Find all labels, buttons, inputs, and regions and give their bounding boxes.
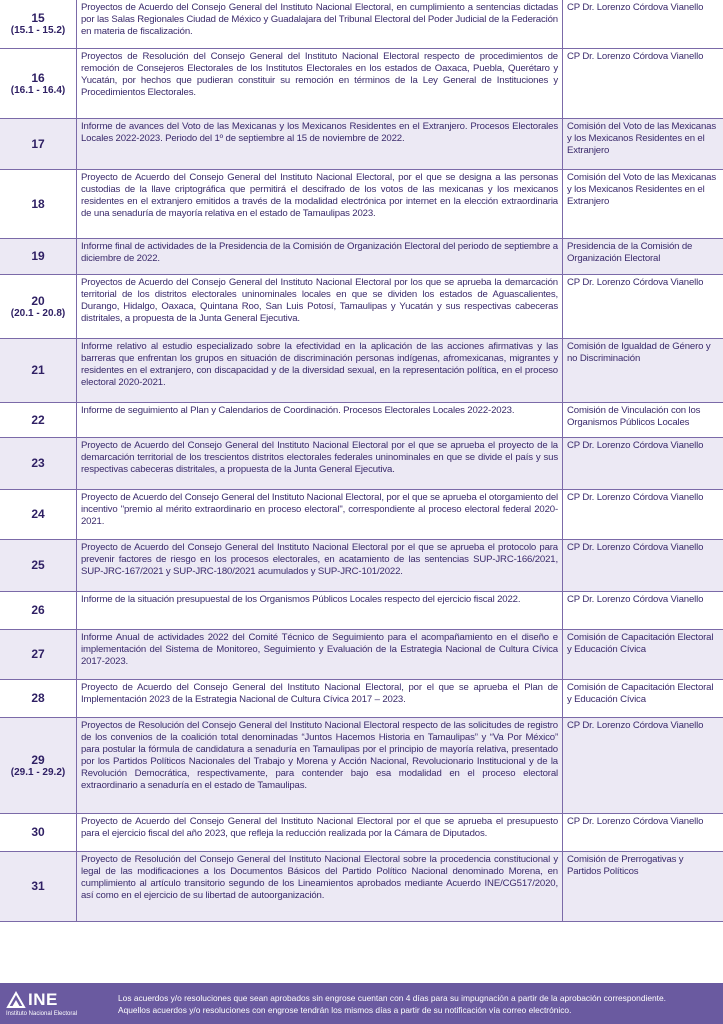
item-responsible: CP Dr. Lorenzo Córdova Vianello <box>567 277 704 288</box>
footer-note: Aquellos acuerdos y/o resoluciones con engrose tendrán los mismos días a partir de su notificación vía correo electrónico. <box>118 1004 572 1015</box>
item-number-main: 21 <box>31 363 45 377</box>
table-row <box>0 718 723 814</box>
item-description: Proyecto de Acuerdo del Consejo General del Instituto Nacional Electoral por el que se aprueba el presupuesto para el ejercicio fiscal del año 2023, que refleja la reducción realizada por la Cámara de Diputados. <box>77 814 563 851</box>
item-responsible: Comisión de Igualdad de Género y no Discriminación <box>567 341 711 365</box>
item-description: Informe de seguimiento al Plan y Calendarios de Coordinación. Procesos Electorales Locales 2022-2023. <box>77 403 563 437</box>
item-number-main: 20 <box>31 293 45 308</box>
table-row <box>0 339 723 403</box>
item-number-main: 19 <box>31 249 45 263</box>
item-number-main: 27 <box>31 647 45 661</box>
item-responsible: CP Dr. Lorenzo Córdova Vianello <box>567 720 704 731</box>
item-number <box>0 49 77 118</box>
ine-logo <box>0 983 106 1024</box>
table-row <box>0 438 723 490</box>
item-responsible: Comisión del Voto de las Mexicanas y los Mexicanos Residentes en el Extranjero <box>567 121 717 157</box>
item-description: Proyecto de Acuerdo del Consejo General del Instituto Nacional Electoral por el que se aprueba el proyecto de la demarcación territorial de los trescientos distritos electorales federales uninominales en que se divide el país y sus respectivas cabeceras distritales, a propuesta de la Junta General Ejecutiva. <box>77 438 563 489</box>
item-description: Proyecto de Acuerdo del Consejo General del Instituto Nacional Electoral, por el que se designa a las personas custodias de la llave criptográfica que permitirá el descifrado de los votos de las mexicanas y los mexicanos residentes en el extranjero emitidos a través de la modalidad electrónica por internet en la elección extraordinaria de una senaduría de mayoría relativa en el estado de Tamaulipas 2023. <box>77 170 563 238</box>
item-responsible: Comisión de Vinculación con los Organismos Públicos Locales <box>567 405 701 429</box>
logo-subtitle: Instituto Nacional Electoral <box>6 1011 78 1017</box>
table-row <box>0 814 723 852</box>
item-number <box>0 239 77 274</box>
item-responsible: CP Dr. Lorenzo Córdova Vianello <box>567 542 704 553</box>
item-number <box>0 0 77 48</box>
table-row <box>0 592 723 630</box>
item-responsible: CP Dr. Lorenzo Córdova Vianello <box>567 816 704 827</box>
item-number <box>0 852 77 921</box>
item-number <box>0 680 77 717</box>
item-number <box>0 119 77 169</box>
item-description: Proyecto de Resolución del Consejo General del Instituto Nacional Electoral sobre la procedencia constitucional y legal de las modificaciones a los Documentos Básicos del Partido Político Nacional denominado Morena, en cumplimiento al artículo transitorio segundo de los Lineamientos aprobados mediante Acuerdo INE/CG517/2020, así como en el ejercicio de su libertad de autoorganización. <box>77 852 563 921</box>
item-description: Informe de avances del Voto de las Mexicanas y los Mexicanos Residentes en el Extranjero. Procesos Electorales Locales 2022-2023. Periodo del 1º de septiembre al 15 de noviembre de 2022. <box>77 119 563 169</box>
table-row <box>0 170 723 239</box>
item-responsible: CP Dr. Lorenzo Córdova Vianello <box>567 594 704 605</box>
item-number-main: 24 <box>31 507 45 521</box>
item-responsible: CP Dr. Lorenzo Córdova Vianello <box>567 440 704 451</box>
table-row <box>0 403 723 438</box>
item-number-main: 28 <box>31 691 45 705</box>
item-description: Informe relativo al estudio especializado sobre la efectividad en la aplicación de las acciones afirmativas y las barreras que enfrentan los grupos en situación de discriminación personas indígenas, afromexicanas, migrantes y residentes en el extranjero, con discapacidad y de la diversidad sexual, en la representación política, en el proceso electoral 2020-2021. <box>77 339 563 402</box>
item-description: Informe final de actividades de la Presidencia de la Comisión de Organización Electoral del periodo de septiembre a diciembre de 2022. <box>77 239 563 274</box>
item-description: Proyecto de Acuerdo del Consejo General del Instituto Nacional Electoral, por el que se aprueba el Plan de Implementación 2023 de la Estrategia Nacional de Cultura Cívica 2017 – 2023. <box>77 680 563 717</box>
item-responsible: Comisión de Capacitación Electoral y Educación Cívica <box>567 682 714 706</box>
ine-emblem-icon <box>6 991 26 1009</box>
table-row <box>0 630 723 680</box>
table-row <box>0 490 723 540</box>
item-responsible: CP Dr. Lorenzo Córdova Vianello <box>567 2 704 13</box>
item-number-main: 17 <box>31 136 45 151</box>
item-responsible: Comisión de Prerrogativas y Partidos Políticos <box>567 854 684 878</box>
item-number <box>0 339 77 402</box>
footer-bar <box>0 983 723 1024</box>
item-number-main: 26 <box>31 603 45 617</box>
footer-note: Los acuerdos y/o resoluciones que sean aprobados sin engrose cuentan con 4 días para su impugnación a partir de la aprobación correspondiente. <box>118 992 666 1003</box>
table-row <box>0 49 723 119</box>
item-number-main: 31 <box>31 879 45 893</box>
item-description: Proyectos de Resolución del Consejo General del Instituto Nacional Electoral respecto de las solicitudes de registro de los convenios de la coalición total denominadas “Juntos Hacemos Historia en Tamaulipas” y “Va Por México” para postular la fórmula de candidatura a senaduría en Tamaulipas por el principio de mayoría relativa, presentado por los Partidos Políticos Nacionales del Trabajo y Morena y Acción Nacional, Revolucionario Institucional y de la Revolución Democrática, respectivamente, para contender bajo esa modalidad en el proceso electoral extraordinario a senaduría en el estado de Tamaulipas. <box>77 718 563 813</box>
item-number-range: (15.1 - 15.2) <box>10 25 66 36</box>
table-row <box>0 540 723 592</box>
item-number <box>0 630 77 679</box>
item-responsible: Presidencia de la Comisión de Organización Electoral <box>567 241 693 265</box>
item-number <box>0 490 77 539</box>
item-number-main: 15 <box>31 11 45 25</box>
item-number-range: (20.1 - 20.8) <box>10 307 66 319</box>
logo-text: INE <box>28 990 58 1009</box>
footer-notes <box>106 992 666 1016</box>
item-number <box>0 814 77 851</box>
item-description: Proyecto de Acuerdo del Consejo General del Instituto Nacional Electoral por el que se aprueba el protocolo para prevenir factores de riesgo en los procesos electorales, en acatamiento de las sentencias SUP-JRC-166/2021, SUP-JRC-167/2021 y SUP-JRC-180/2021 acumulados y SUP-JRC-101/2022. <box>77 540 563 591</box>
item-responsible: Comisión del Voto de las Mexicanas y los Mexicanos Residentes en el Extranjero <box>567 172 717 208</box>
item-description: Proyectos de Resolución del Consejo General del Instituto Nacional Electoral respecto de procedimientos de remoción de Consejeros Electorales de los Institutos Electorales en los estados de Oaxaca, Puebla, Querétaro y Yucatán, por hechos que pudieran constituir su remoción en términos de la Ley General de Instituciones y Procedimientos Electorales. <box>77 49 563 118</box>
item-description: Proyecto de Acuerdo del Consejo General del Instituto Nacional Electoral, por el que se aprueba el otorgamiento del incentivo "premio al mérito extraordinario en proceso electoral", correspondiente al proceso electoral federal 2020-2021. <box>77 490 563 539</box>
item-responsible: CP Dr. Lorenzo Córdova Vianello <box>567 51 704 62</box>
item-number <box>0 438 77 489</box>
item-number <box>0 718 77 813</box>
item-responsible: Comisión de Capacitación Electoral y Educación Cívica <box>567 632 714 656</box>
item-number <box>0 275 77 338</box>
item-number <box>0 592 77 629</box>
item-number <box>0 403 77 437</box>
item-number <box>0 170 77 238</box>
item-responsible: CP Dr. Lorenzo Córdova Vianello <box>567 492 704 503</box>
item-description: Informe de la situación presupuestal de los Organismos Públicos Locales respecto del ejercicio fiscal 2022. <box>77 592 563 629</box>
item-description: Informe Anual de actividades 2022 del Comité Técnico de Seguimiento para el acompañamiento en el diseño e implementación del Sistema de Monitoreo, Seguimiento y Evaluación de la Estrategia Nacional de Cultura Cívica 2017-2023. <box>77 630 563 679</box>
table-row <box>0 239 723 275</box>
item-number-main: 25 <box>31 558 45 572</box>
table-row <box>0 275 723 339</box>
item-number-main: 18 <box>31 196 45 211</box>
item-number-range: (16.1 - 16.4) <box>10 84 66 96</box>
item-number-main: 29 <box>31 752 45 767</box>
table-row <box>0 0 723 49</box>
item-number-main: 16 <box>31 70 45 85</box>
item-number <box>0 540 77 591</box>
item-description: Proyectos de Acuerdo del Consejo General del Instituto Nacional Electoral, en cumplimiento a sentencias dictadas por las Salas Regionales Ciudad de México y Guadalajara del Tribunal Electoral del Poder Judicial de la Federación en materia de fiscalización. <box>77 0 563 48</box>
table-row <box>0 852 723 922</box>
item-description: Proyectos de Acuerdo del Consejo General del Instituto Nacional Electoral por los que se aprueba la demarcación territorial de los distritos electorales uninominales locales en que se dividen los estados de Aguascalientes, Durango, Hidalgo, Oaxaca, Quintana Roo, San Luis Potosí, Tamaulipas y Yucatán y sus respectivas cabeceras distritales, a propuesta de la Junta General Ejecutiva. <box>77 275 563 338</box>
item-number-range: (29.1 - 29.2) <box>10 766 66 778</box>
item-number-main: 30 <box>31 825 45 839</box>
table-row <box>0 680 723 718</box>
item-number-main: 22 <box>31 412 45 427</box>
table-row <box>0 119 723 170</box>
item-number-main: 23 <box>31 456 45 470</box>
